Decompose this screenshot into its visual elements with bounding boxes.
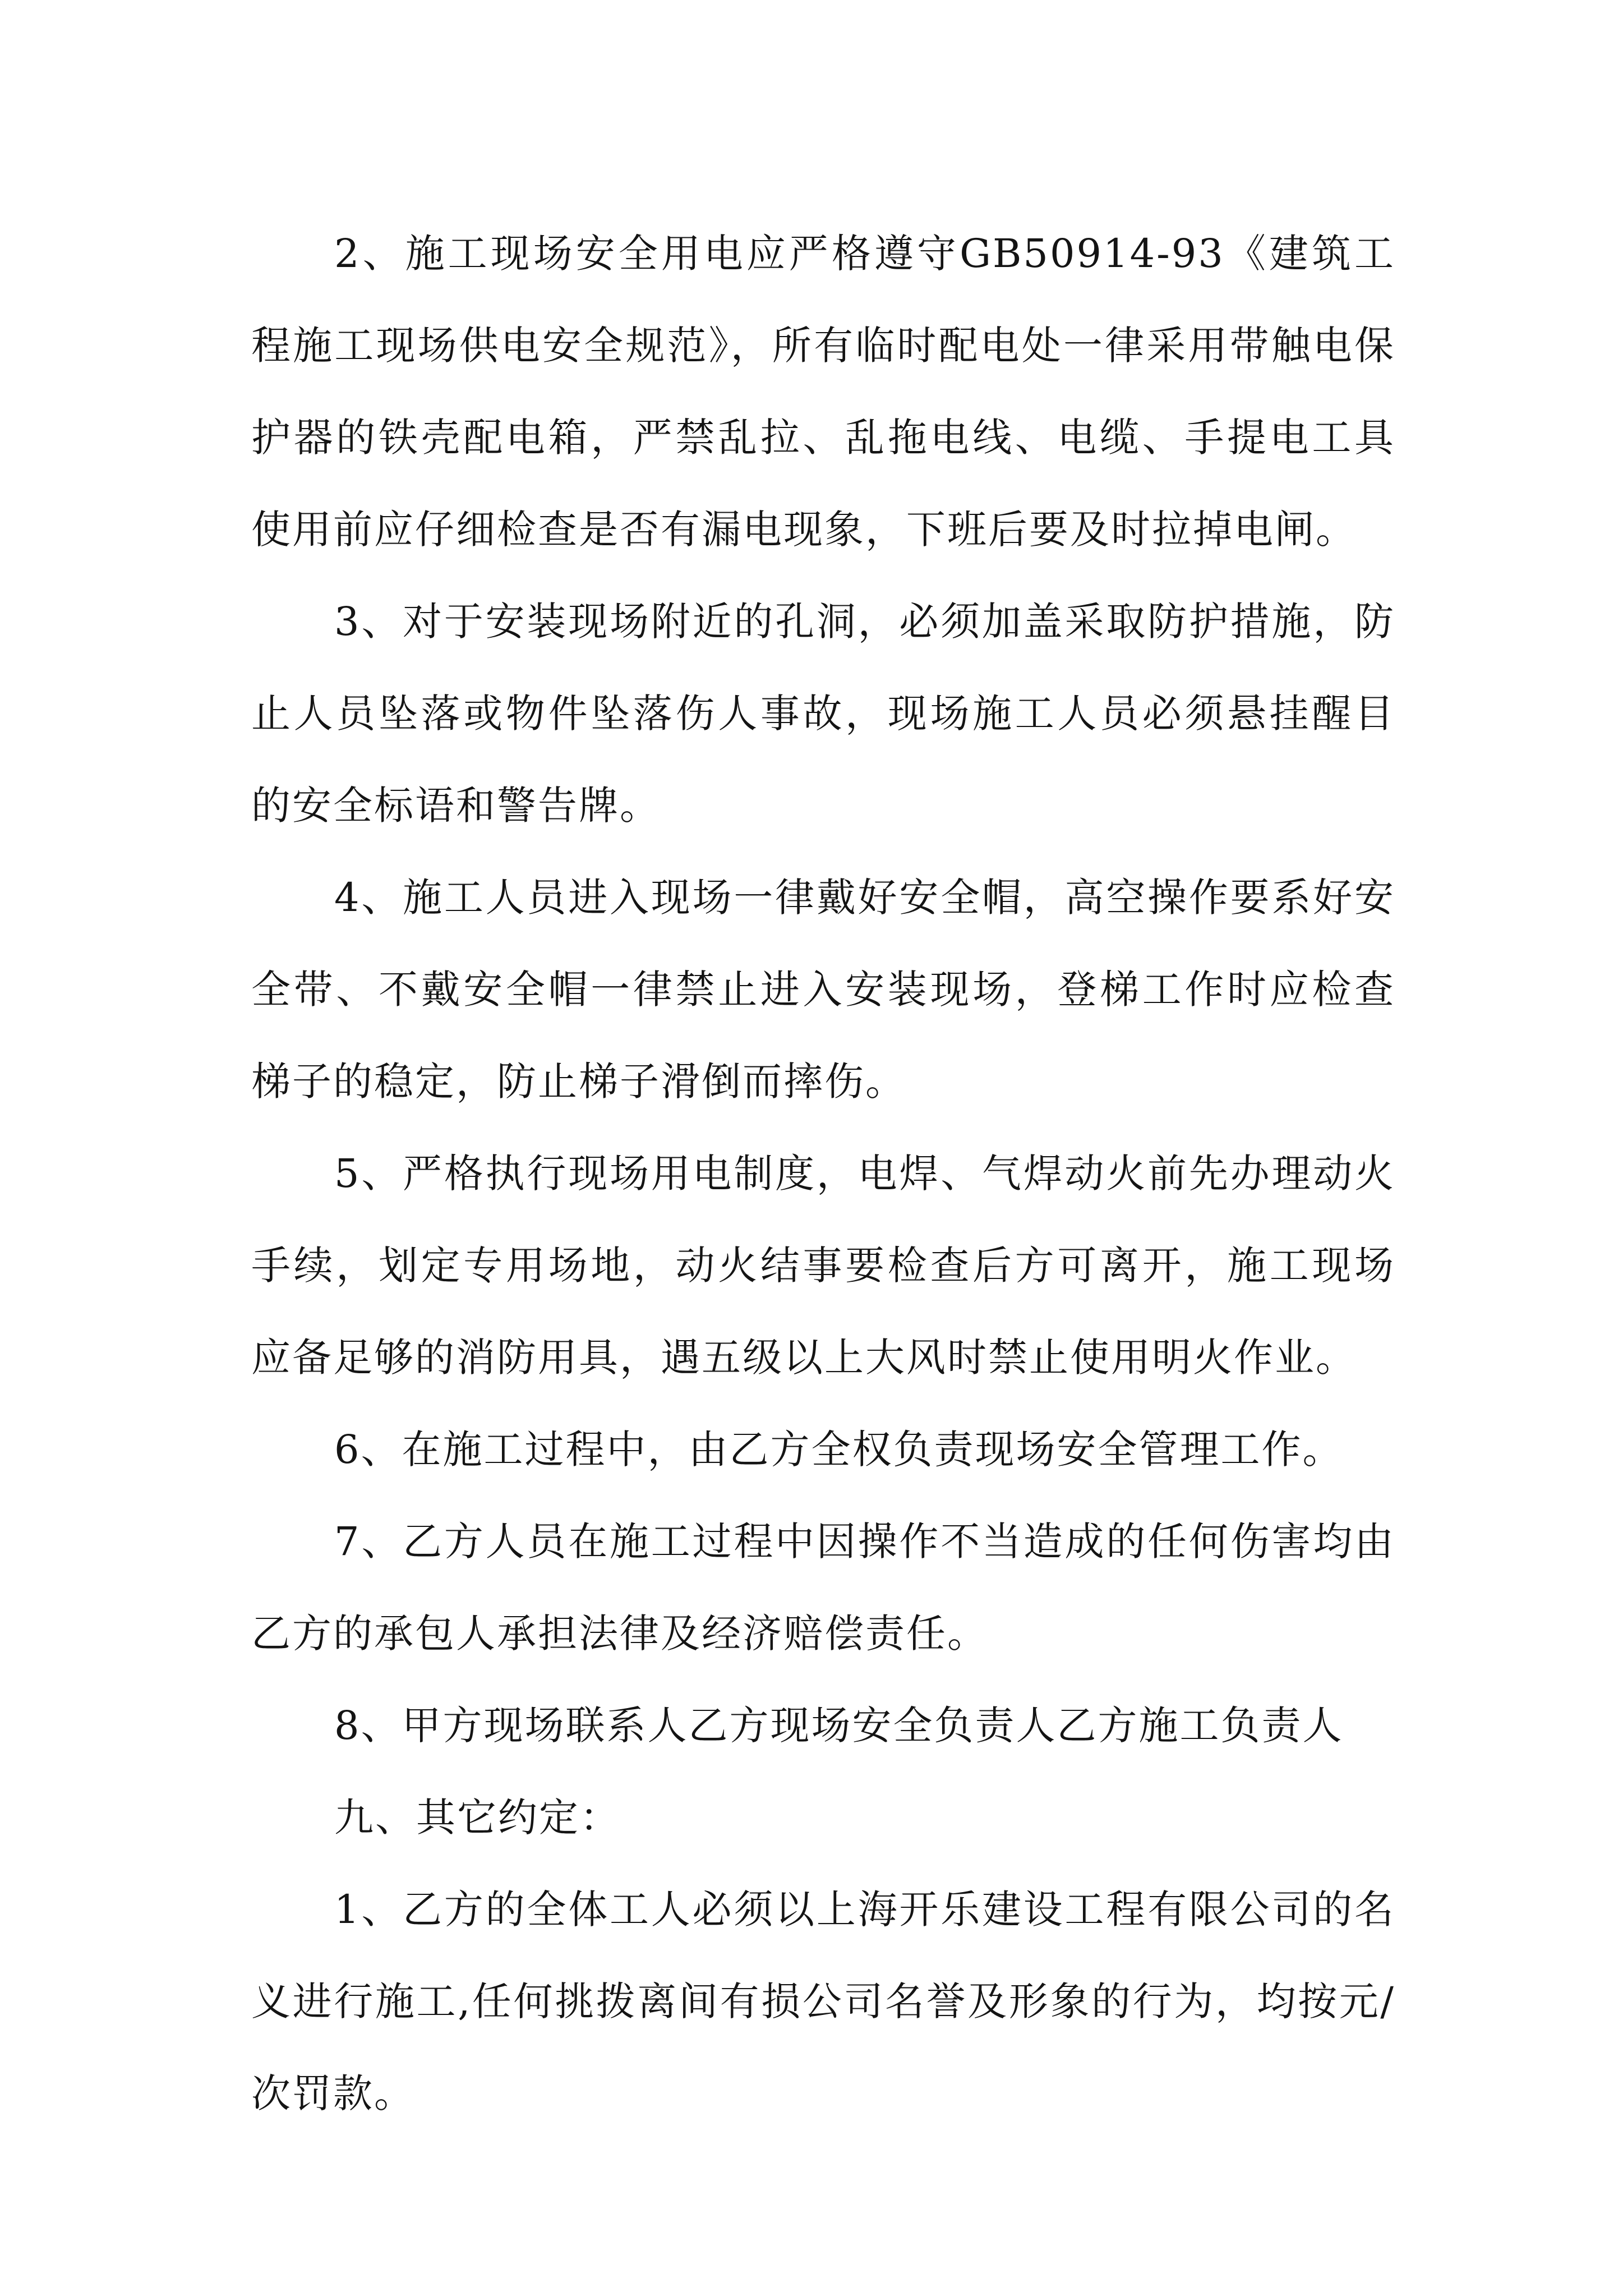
paragraph-helmet-harness: 4、施工人员进入现场一律戴好安全帽，高空操作要系好安全带、不戴安全帽一律禁止进入安装现场，登梯工作时应检查梯子的稳定，防止梯子滑倒而摔伤。 xyxy=(251,875,1395,1105)
document-body xyxy=(251,208,1395,2139)
paragraph-injury-liability: 7、乙方人员在施工过程中因操作不当造成的任何伤害均由乙方的承包人承担法律及经济赔偿责任。 xyxy=(251,1519,1395,1657)
paragraph-fire-safety: 5、严格执行现场用电制度，电焊、气焊动火前先办理动火手续，划定专用场地，动火结事要检查后方可离开，施工现场应备足够的消防用具，遇五级以上大风时禁止使用明火作业。 xyxy=(251,1151,1395,1381)
paragraph-safety-responsibility: 6、在施工过程中，由乙方全权负责现场安全管理工作。 xyxy=(334,1427,1344,1473)
paragraph-hole-protection: 3、对于安装现场附近的孔洞，必须加盖采取防护措施，防止人员坠落或物件坠落伤人事故，现场施工人员必须悬挂醒目的安全标语和警告牌。 xyxy=(251,599,1395,829)
paragraph-electrical-safety: 2、施工现场安全用电应严格遵守GB50914-93《建筑工程施工现场供电安全规范》，所有临时配电处一律采用带触电保护器的铁壳配电箱，严禁乱拉、乱拖电线、电缆、手提电工具使用前应仔细检查是否有漏电现象，下班后要及时拉掉电闸。 xyxy=(251,231,1395,553)
paragraph-contact-persons: 8、甲方现场联系人乙方现场安全负责人乙方施工负责人 xyxy=(334,1703,1344,1749)
paragraph-company-name-conduct: 1、乙方的全体工人必须以上海开乐建设工程有限公司的名义进行施工,任何挑拨离间有损公司名誉及形象的行为，均按元/次罚款。 xyxy=(251,1887,1395,2116)
section-heading-other-agreements: 九、其它约定： xyxy=(334,1795,621,1841)
